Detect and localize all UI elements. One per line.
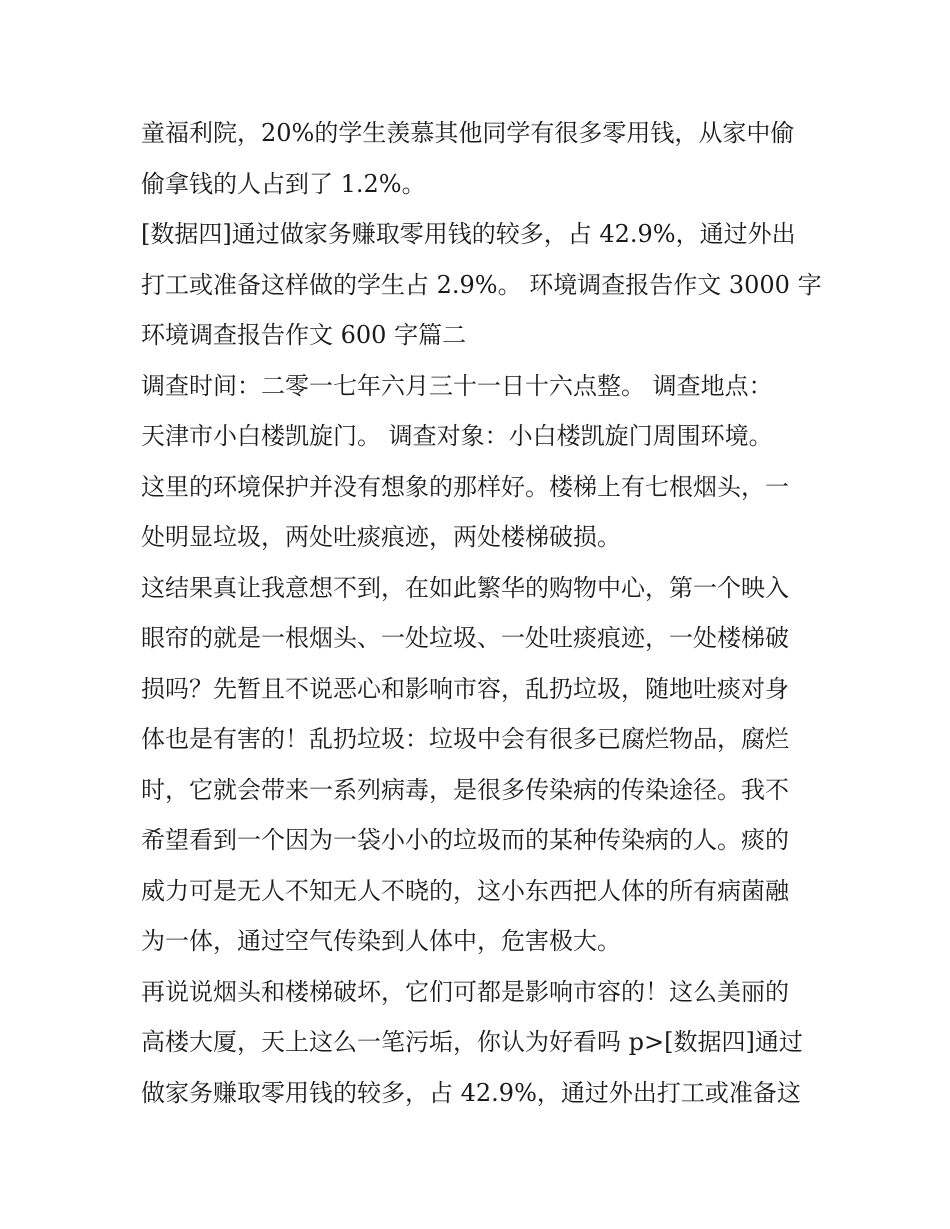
text-line: [数据四]通过做家务赚取零用钱的较多，占 42.9%，通过外出	[141, 220, 796, 248]
text-line: 再说说烟头和楼梯破坏，它们可都是影响市容的！这么美丽的	[141, 977, 789, 1006]
text-line: 损吗？先暂且不说恶心和影响市容，乱扔垃圾，随地吐痰对身	[141, 674, 789, 703]
text-line: 这里的环境保护并没有想象的那样好。楼梯上有七根烟头，一	[141, 472, 789, 501]
text-line: 做家务赚取零用钱的较多，占 42.9%，通过外出打工或准备这	[141, 1078, 801, 1107]
text-line: 希望看到一个因为一袋小小的垃圾而的某种传染病的人。痰的	[141, 826, 789, 854]
text-line: 这结果真让我意想不到，在如此繁华的购物中心，第一个映入	[141, 573, 789, 602]
text-line: 体也是有害的！乱扔垃圾：垃圾中会有很多已腐烂物品，腐烂	[141, 725, 789, 753]
text-line: 童福利院，20%的学生羡慕其他同学有很多零用钱，从家中偷	[141, 119, 795, 147]
text-line: 调查时间：二零一七年六月三十一日十六点整。 调查地点：	[141, 371, 773, 400]
text-line: 高楼大厦，天上这么一笔污垢，你认为好看吗 p>[数据四]通过	[141, 1028, 803, 1056]
text-line: 处明显垃圾，两处吐痰痕迹，两处楼梯破损。	[141, 523, 621, 551]
text-line: 眼帘的就是一根烟头、一处垃圾、一处吐痰痕迹，一处楼梯破	[141, 624, 789, 652]
text-line: 偷拿钱的人占到了 1.2%。	[141, 169, 426, 198]
text-line: 为一体，通过空气传染到人体中，危害极大。	[141, 927, 621, 955]
text-line: 威力可是无人不知无人不晓的，这小东西把人体的所有病菌融	[141, 876, 789, 905]
body-text	[141, 108, 821, 1118]
text-line: 打工或准备这样做的学生占 2.9%。 环境调查报告作文 3000 字	[141, 270, 822, 299]
text-line: 天津市小白楼凯旋门。 调查对象：小白楼凯旋门周围环境。	[141, 422, 773, 450]
text-line: 环境调查报告作文 600 字篇二	[141, 321, 467, 349]
text-line: 时，它就会带来一系列病毒，是很多传染病的传染途径。我不	[141, 775, 789, 804]
